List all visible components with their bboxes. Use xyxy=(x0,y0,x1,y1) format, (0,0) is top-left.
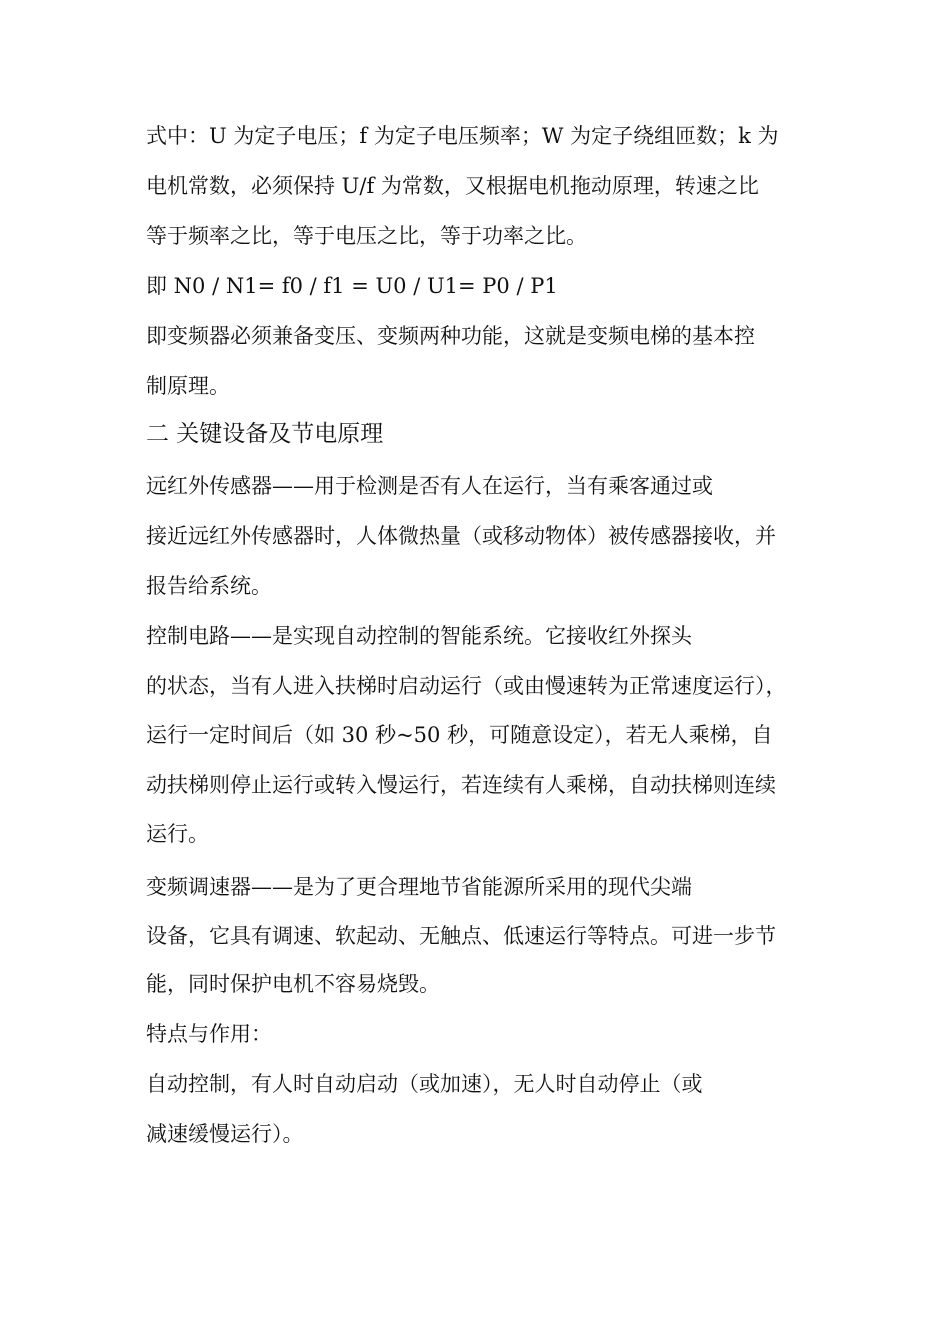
paragraph-line: 控制电路——是实现自动控制的智能系统。它接收红外探头 xyxy=(146,624,692,648)
paragraph-line: 等于频率之比，等于电压之比，等于功率之比。 xyxy=(146,224,587,248)
paragraph-line: 设备，它具有调速、软起动、无触点、低速运行等特点。可进一步节 xyxy=(146,924,776,948)
paragraph-line: 接近远红外传感器时，人体微热量（或移动物体）被传感器接收，并 xyxy=(146,524,776,548)
paragraph-line: 能，同时保护电机不容易烧毁。 xyxy=(146,972,440,996)
paragraph-line: 远红外传感器——用于检测是否有人在运行，当有乘客通过或 xyxy=(146,474,713,498)
paragraph-line: 动扶梯则停止运行或转入慢运行，若连续有人乘梯，自动扶梯则连续 xyxy=(146,773,776,797)
section-heading: 二 关键设备及节电原理 xyxy=(146,421,384,447)
formula-line: 即 N0 / N1= f0 / f1 = U0 / U1= P0 / P1 xyxy=(146,274,558,298)
paragraph-line: 的状态，当有人进入扶梯时启动运行（或由慢速转为正常速度运行）， xyxy=(146,674,787,698)
paragraph-line: 即变频器必须兼备变压、变频两种功能，这就是变频电梯的基本控 xyxy=(146,324,755,348)
paragraph-line: 报告给系统。 xyxy=(146,574,272,598)
paragraph-line: 变频调速器——是为了更合理地节省能源所采用的现代尖端 xyxy=(146,875,692,899)
paragraph-line: 式中：U 为定子电压；f 为定子电压频率；W 为定子绕组匝数；k 为 xyxy=(146,124,779,148)
paragraph-line: 运行一定时间后（如 30 秒~50 秒，可随意设定），若无人乘梯，自 xyxy=(146,723,773,747)
paragraph-line: 制原理。 xyxy=(146,374,230,398)
paragraph-line: 电机常数，必须保持 U/f 为常数，又根据电机拖动原理，转速之比 xyxy=(146,174,759,198)
paragraph-line: 运行。 xyxy=(146,822,209,846)
features-title: 特点与作用： xyxy=(146,1022,272,1046)
paragraph-line: 自动控制，有人时自动启动（或加速），无人时自动停止（或 xyxy=(146,1072,703,1096)
paragraph-line: 减速缓慢运行）。 xyxy=(146,1122,304,1146)
